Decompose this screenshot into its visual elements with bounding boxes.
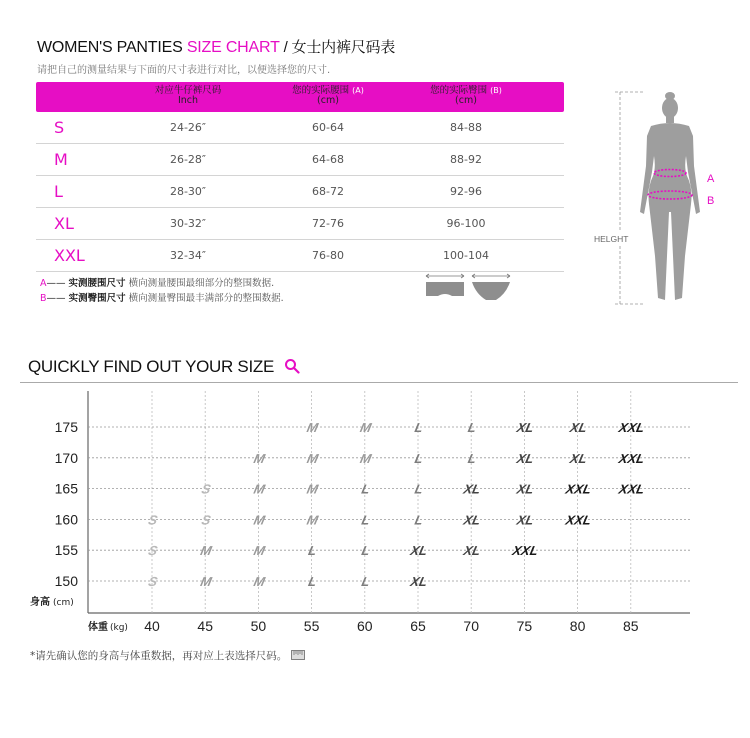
size-cell-xl: XL — [409, 543, 429, 559]
size-cell-xl: XL — [515, 420, 536, 435]
measurement-legend — [40, 276, 284, 306]
size-cell-xxl: XXL — [564, 481, 593, 497]
size-cell-xl: XL — [409, 574, 429, 589]
size-cell-l: L — [306, 543, 319, 559]
size-cell-m: M — [305, 420, 320, 435]
footnote — [30, 648, 305, 663]
size-cell-s: S — [200, 481, 213, 497]
footnote-text: *请先确认您的身高与体重数据，再对应上表选择尺码。 — [30, 650, 288, 662]
header-hip-unit: (cm) — [455, 95, 477, 106]
header-jeans — [128, 86, 248, 106]
legend-b-desc: 横向测量臀围最丰满部分的整围数据. — [128, 293, 284, 304]
size-cell-m: M — [358, 420, 373, 435]
marker-b: B — [707, 195, 715, 207]
size-cell-m: M — [199, 543, 214, 559]
size-cell-m: M — [252, 481, 267, 497]
header-hip-mark: (B) — [490, 86, 502, 95]
size-cell-xl: XL — [568, 420, 589, 435]
size-cell-m: M — [358, 450, 373, 466]
y-axis-unit: (cm) — [53, 598, 74, 608]
header-hip — [406, 86, 526, 106]
size-cell-xl: XL — [515, 450, 536, 466]
size-cell-s: S — [147, 512, 159, 528]
size-row — [36, 144, 564, 176]
size-cell-xl: XL — [462, 543, 483, 559]
size-cell-l: L — [413, 512, 425, 528]
size-table-header — [36, 82, 564, 112]
header-jeans-label: 对应牛仔裤尺码 — [154, 85, 222, 96]
size-cell-l: L — [413, 450, 425, 466]
quick-find-title — [28, 357, 300, 377]
size-cell-m: M — [252, 450, 267, 466]
size-cell-m: M — [199, 574, 214, 589]
hip-cell: 84-88 — [450, 121, 482, 134]
x-tick-label: 55 — [303, 618, 320, 634]
size-cell-m: M — [252, 512, 267, 528]
y-tick-label: 170 — [54, 449, 78, 466]
size-cell-m: M — [305, 450, 320, 466]
x-tick-label: 45 — [197, 618, 213, 634]
size-cell-xl: XL — [568, 450, 589, 466]
x-tick-label: 40 — [144, 618, 160, 634]
size-cell-xxl: XXL — [564, 512, 593, 528]
size-cell-xxl: XXL — [617, 481, 646, 497]
size-cell-m: M — [305, 481, 320, 497]
legend-a: A—— 实测腰围尺寸 横向测量腰围最细部分的整围数据. — [40, 278, 275, 289]
waist-cell: 64-68 — [312, 153, 344, 166]
search-icon — [284, 358, 300, 374]
size-cell-s: S — [200, 512, 213, 528]
quick-find-label: QUICKLY FIND OUT YOUR SIZE — [28, 357, 274, 376]
size-cell-l: L — [466, 420, 478, 435]
hip-cell: 88-92 — [450, 153, 482, 166]
waist-cell: 60-64 — [312, 121, 344, 134]
size-cell-xl: XL — [462, 481, 483, 497]
size-cell-xl: XL — [515, 481, 536, 497]
y-axis-label: 身高 — [30, 597, 50, 608]
size-table — [36, 82, 564, 272]
page-title — [37, 36, 395, 57]
title-cn: / 女士内裤尺码表 — [283, 39, 396, 56]
body-measurement-figure — [585, 84, 735, 310]
size-cell-m: M — [252, 543, 267, 559]
legend-b-label: 实测臀围尺寸 — [68, 293, 126, 304]
y-tick-label: 165 — [54, 480, 78, 497]
marker-a: A — [707, 173, 715, 185]
x-tick-label: 65 — [410, 618, 426, 634]
size-cell-m: M — [252, 574, 267, 589]
size-cell-m: M — [305, 512, 320, 528]
size-cell-xl: XL — [515, 512, 536, 528]
ruler-icon — [291, 650, 305, 660]
hip-cell: 92-96 — [450, 185, 482, 198]
brief-icon — [472, 274, 510, 300]
y-tick-label: 160 — [54, 511, 78, 528]
size-row — [36, 240, 564, 272]
size-cell-l: L — [466, 450, 478, 466]
x-axis-unit: (kg) — [110, 623, 128, 633]
size-cell-xl: XL — [462, 512, 483, 528]
size-cell-s: S — [147, 543, 159, 559]
size-label: M — [54, 150, 68, 169]
size-cell-xxl: XXL — [617, 420, 646, 435]
legend-a-key: A — [40, 278, 47, 289]
size-cell-l: L — [413, 420, 425, 435]
size-cell-l: L — [306, 574, 319, 589]
size-cell-l: L — [360, 543, 372, 559]
x-tick-label: 50 — [250, 618, 267, 634]
jeans-cell: 26-28″ — [169, 153, 207, 166]
x-tick-label: 80 — [569, 618, 586, 634]
size-label: L — [54, 182, 63, 201]
header-jeans-unit: Inch — [177, 95, 199, 106]
size-cell-l: L — [360, 574, 372, 589]
size-cell-s: S — [147, 574, 159, 589]
header-waist-mark: (A) — [352, 86, 364, 95]
jeans-cell: 24-26″ — [169, 121, 207, 134]
x-tick-label: 85 — [623, 618, 639, 634]
y-tick-label: 155 — [54, 542, 78, 559]
size-label: XL — [54, 214, 74, 233]
height-label: HELGHT — [594, 234, 629, 244]
jeans-cell: 32-34″ — [169, 249, 207, 262]
waist-cell: 72-76 — [312, 217, 344, 230]
page-subtitle: 请把自己的测量结果与下面的尺寸表进行对比，以便选择您的尺寸. — [37, 65, 331, 76]
size-cell-l: L — [360, 481, 372, 497]
legend-a-desc: 横向测量腰围最细部分的整围数据. — [128, 278, 275, 289]
x-tick-label: 75 — [516, 618, 533, 634]
y-tick-label: 175 — [54, 419, 78, 435]
x-tick-label: 70 — [463, 618, 479, 634]
x-tick-label: 60 — [357, 618, 373, 634]
size-cell-xxl: XXL — [617, 450, 646, 466]
size-table-body — [36, 112, 564, 272]
hip-cell: 100-104 — [443, 249, 489, 262]
size-cell-l: L — [413, 481, 425, 497]
header-waist-label: 您的实际腰围 — [292, 85, 350, 96]
hip-cell: 96-100 — [446, 217, 486, 230]
title-en: WOMEN'S PANTIES — [37, 39, 183, 56]
boyshort-icon — [426, 274, 464, 296]
legend-b: B—— 实测臀围尺寸 横向测量臀围最丰满部分的整围数据. — [40, 293, 284, 304]
title-accent: SIZE CHART — [186, 39, 280, 56]
size-row — [36, 112, 564, 144]
x-axis-label: 体重 — [88, 622, 108, 633]
legend-b-key: B — [40, 293, 47, 304]
jeans-cell: 30-32″ — [169, 217, 207, 230]
size-cell-xxl: XXL — [511, 543, 540, 559]
header-hip-label: 您的实际臀围 — [430, 85, 488, 96]
y-tick-label: 150 — [54, 573, 78, 589]
legend-a-label: 实测腰围尺寸 — [68, 278, 126, 289]
panties-icons — [422, 270, 514, 306]
size-cell-l: L — [360, 512, 372, 528]
header-waist — [268, 86, 388, 106]
size-row — [36, 176, 564, 208]
jeans-cell: 28-30″ — [169, 185, 207, 198]
waist-cell: 68-72 — [312, 185, 344, 198]
size-row — [36, 208, 564, 240]
size-finder-chart — [0, 383, 750, 643]
size-label: XXL — [54, 246, 85, 265]
size-label: S — [54, 118, 65, 137]
waist-cell: 76-80 — [312, 249, 344, 262]
header-waist-unit: (cm) — [317, 95, 339, 106]
